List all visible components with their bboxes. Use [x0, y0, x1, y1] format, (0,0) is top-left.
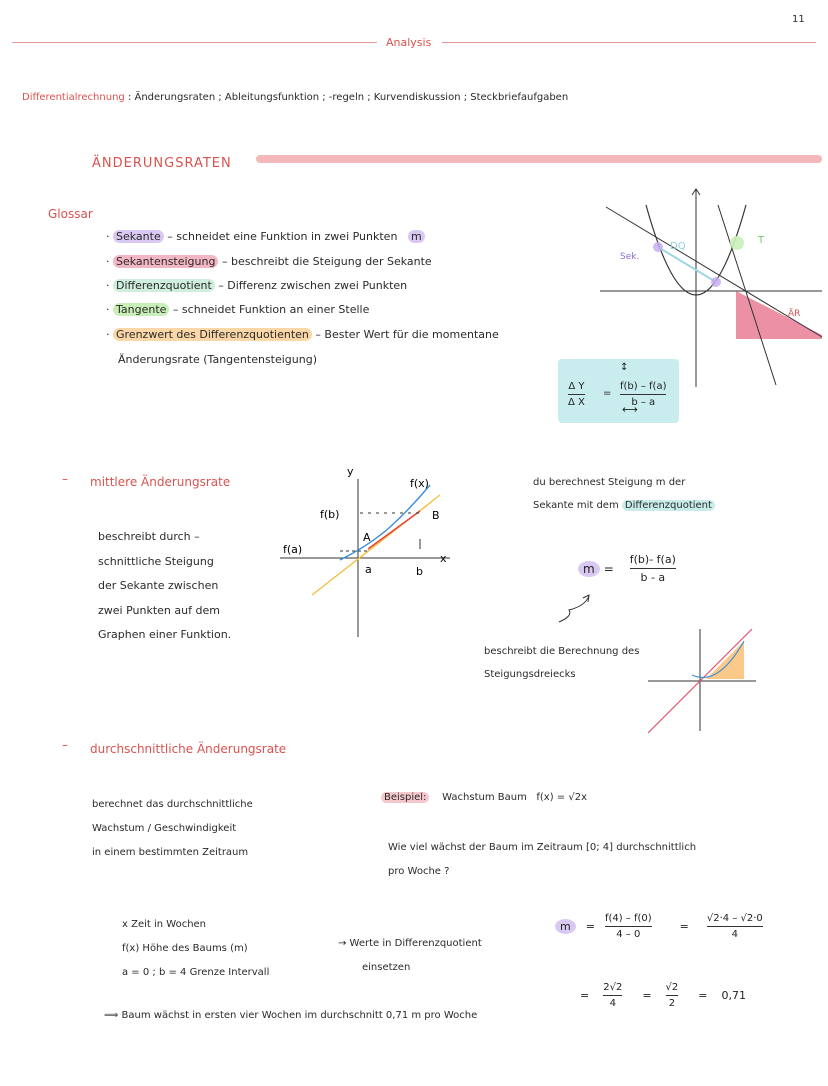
glossar-continuation: Änderungsrate (Tangentensteigung): [118, 353, 318, 366]
header-line-right: [442, 42, 816, 43]
term-sekantensteigung: Sekantensteigung: [113, 255, 218, 268]
calc-row-2: [580, 982, 746, 1009]
durchschnitt-title: durchschnittliche Änderungsrate: [90, 742, 287, 756]
section-title: ÄNDERUNGSRATEN: [92, 156, 232, 171]
dq-frac-left: Δ Y Δ X: [568, 381, 585, 408]
mittlere-right-text-2: Sekante mit dem Differenzquotient: [533, 500, 715, 511]
dq-box: [558, 359, 679, 423]
topic-line: [22, 92, 568, 103]
section-title-bar: [256, 155, 822, 163]
m-frac: $\frac{f(b)- f(a)}{b - a}$: [629, 553, 676, 584]
conclusion: ⟹ Baum wächst in ersten vier Wochen im durchschnitt 0,71 m pro Woche: [104, 1010, 478, 1021]
slope-triangle-graph: [648, 625, 758, 735]
term-sekante: Sekante: [113, 230, 164, 243]
beispiel-text: Wachstum Baum: [442, 792, 527, 803]
ar-triangle: [736, 291, 822, 339]
desc-grenzwert: – Bester Wert für die momentane: [315, 328, 499, 341]
label-B: B: [432, 509, 440, 522]
term-tangente: Tangente: [113, 303, 169, 316]
arrow-text-2: einsetzen: [362, 962, 411, 973]
calc-frac-1: $\frac{f(4) - f(0)}{4 - 0}$: [604, 913, 652, 940]
calc-eq-1: =: [585, 920, 595, 933]
beispiel-func: f(x) = √2x: [536, 792, 588, 803]
durchschnitt-dash: –: [62, 738, 68, 752]
beispiel-label: Beispiel:: [381, 792, 429, 803]
calc-eq-2: =: [679, 920, 689, 933]
term-grenzwert: Grenzwert des Differenzquotienten: [113, 328, 312, 341]
dq-eq: =: [603, 388, 612, 399]
label-a: a: [365, 563, 372, 576]
label-dq: DQ: [670, 241, 686, 252]
label-fb: f(b): [320, 508, 340, 521]
point-t: [730, 236, 744, 250]
glossar-title: Glossar: [48, 207, 93, 221]
question-1: Wie viel wächst der Baum im Zeitraum [0; 4] durchschnittlich: [388, 842, 697, 853]
calc-m: m: [555, 919, 576, 934]
calc-frac-4: $\frac{√2}{2}$: [665, 982, 679, 1009]
glossar-item-grenzwert: · Grenzwert des Differenzquotienten – Bester Wert für die momentane: [106, 328, 499, 341]
label-y: y: [347, 465, 354, 478]
calc-row-1: [555, 913, 763, 940]
m-eq: =: [603, 561, 614, 576]
mittlere-right-text-1: du berechnest Steigung m der: [533, 477, 686, 488]
label-x: x: [440, 552, 447, 565]
point-dq: [711, 277, 721, 287]
mittlere-desc: beschreibt durch – schnittliche Steigung der Sekante zwischen zwei Punkten auf dem Graphen einer Funktion.: [98, 530, 232, 641]
page-number: 11: [792, 14, 805, 25]
topic-text: : Änderungsraten ; Ableitungsfunktion ; -regeln ; Kurvendiskussion ; Steckbriefaufgaben: [127, 92, 569, 103]
curve-fx: [340, 485, 430, 560]
topic-label: Differentialrechnung: [22, 92, 125, 103]
desc-differenzquotient: – Differenz zwischen zwei Punkten: [218, 279, 408, 292]
m-formula: [578, 553, 676, 584]
calc-frac-3: $\frac{2√2}{4}$: [603, 982, 623, 1009]
calc-result: 0,71: [721, 989, 746, 1002]
mittlere-dash: –: [62, 472, 68, 486]
calc-eq-3: =: [580, 989, 590, 1002]
arrow-text-1: → Werte in Differenzquotient: [338, 938, 482, 949]
label-ar: ÄR: [788, 309, 801, 319]
variables-list: x Zeit in Wochen f(x) Höhe des Baums (m) a = 0 ; b = 4 Grenze Intervall: [122, 919, 270, 978]
desc-sekantensteigung: – beschreibt die Steigung der Sekante: [221, 255, 432, 268]
label-t: T: [758, 235, 765, 246]
label-sek: Sek.: [620, 252, 640, 262]
curved-arrow-icon: [555, 590, 595, 626]
dq-frac-right: f(b) – f(a) b – a: [620, 381, 667, 408]
badge-m: m: [408, 230, 425, 243]
secant-red: [368, 511, 420, 549]
label-b: b: [416, 565, 423, 578]
calc-frac-2: $\frac{√2\cdot 4 - √2\cdot 0}{4}$: [706, 913, 763, 940]
term-differenzquotient: Differenzquotient: [113, 279, 215, 292]
header-line-left: [12, 42, 377, 43]
page-title: Analysis: [386, 36, 432, 49]
mittlere-bottom-text-1: beschreibt die Berechnung des: [484, 646, 640, 657]
glossar-item-sekantensteigung: · Sekantensteigung – beschreibt die Steigung der Sekante: [106, 255, 432, 268]
mittlere-bottom-text-2: Steigungsdreiecks: [484, 669, 576, 680]
leftright-arrow-icon: ⟷: [622, 403, 638, 416]
glossar-item-tangente: · Tangente – schneidet Funktion an einer Stelle: [106, 303, 370, 316]
desc-tangente: – schneidet Funktion an einer Stelle: [172, 303, 370, 316]
desc-sekante: – schneidet eine Funktion in zwei Punkten: [167, 230, 398, 243]
secant-graph: [280, 465, 455, 640]
point-sek: [653, 242, 663, 252]
tangent-steep: [718, 205, 776, 385]
question-2: pro Woche ?: [388, 866, 450, 877]
glossar-item-sekante: · Sekante – schneidet eine Funktion in zwei Punkten m: [106, 230, 425, 243]
beispiel-line: [381, 792, 587, 803]
label-fa: f(a): [283, 543, 303, 556]
updown-arrow-icon: ↕: [620, 362, 629, 373]
calc-eq-4: =: [642, 989, 652, 1002]
slope-triangle: [706, 641, 744, 679]
label-fx: f(x): [410, 477, 429, 490]
m-circle: m: [578, 561, 600, 577]
calc-eq-5: =: [698, 989, 708, 1002]
glossar-item-differenzquotient: · Differenzquotient – Differenz zwischen zwei Punkten: [106, 279, 408, 292]
durchschnitt-desc: berechnet das durchschnittliche Wachstum / Geschwindigkeit in einem bestimmten Zeitraum: [92, 799, 253, 858]
label-A: A: [363, 531, 371, 544]
mittlere-title: mittlere Änderungsrate: [90, 475, 231, 489]
